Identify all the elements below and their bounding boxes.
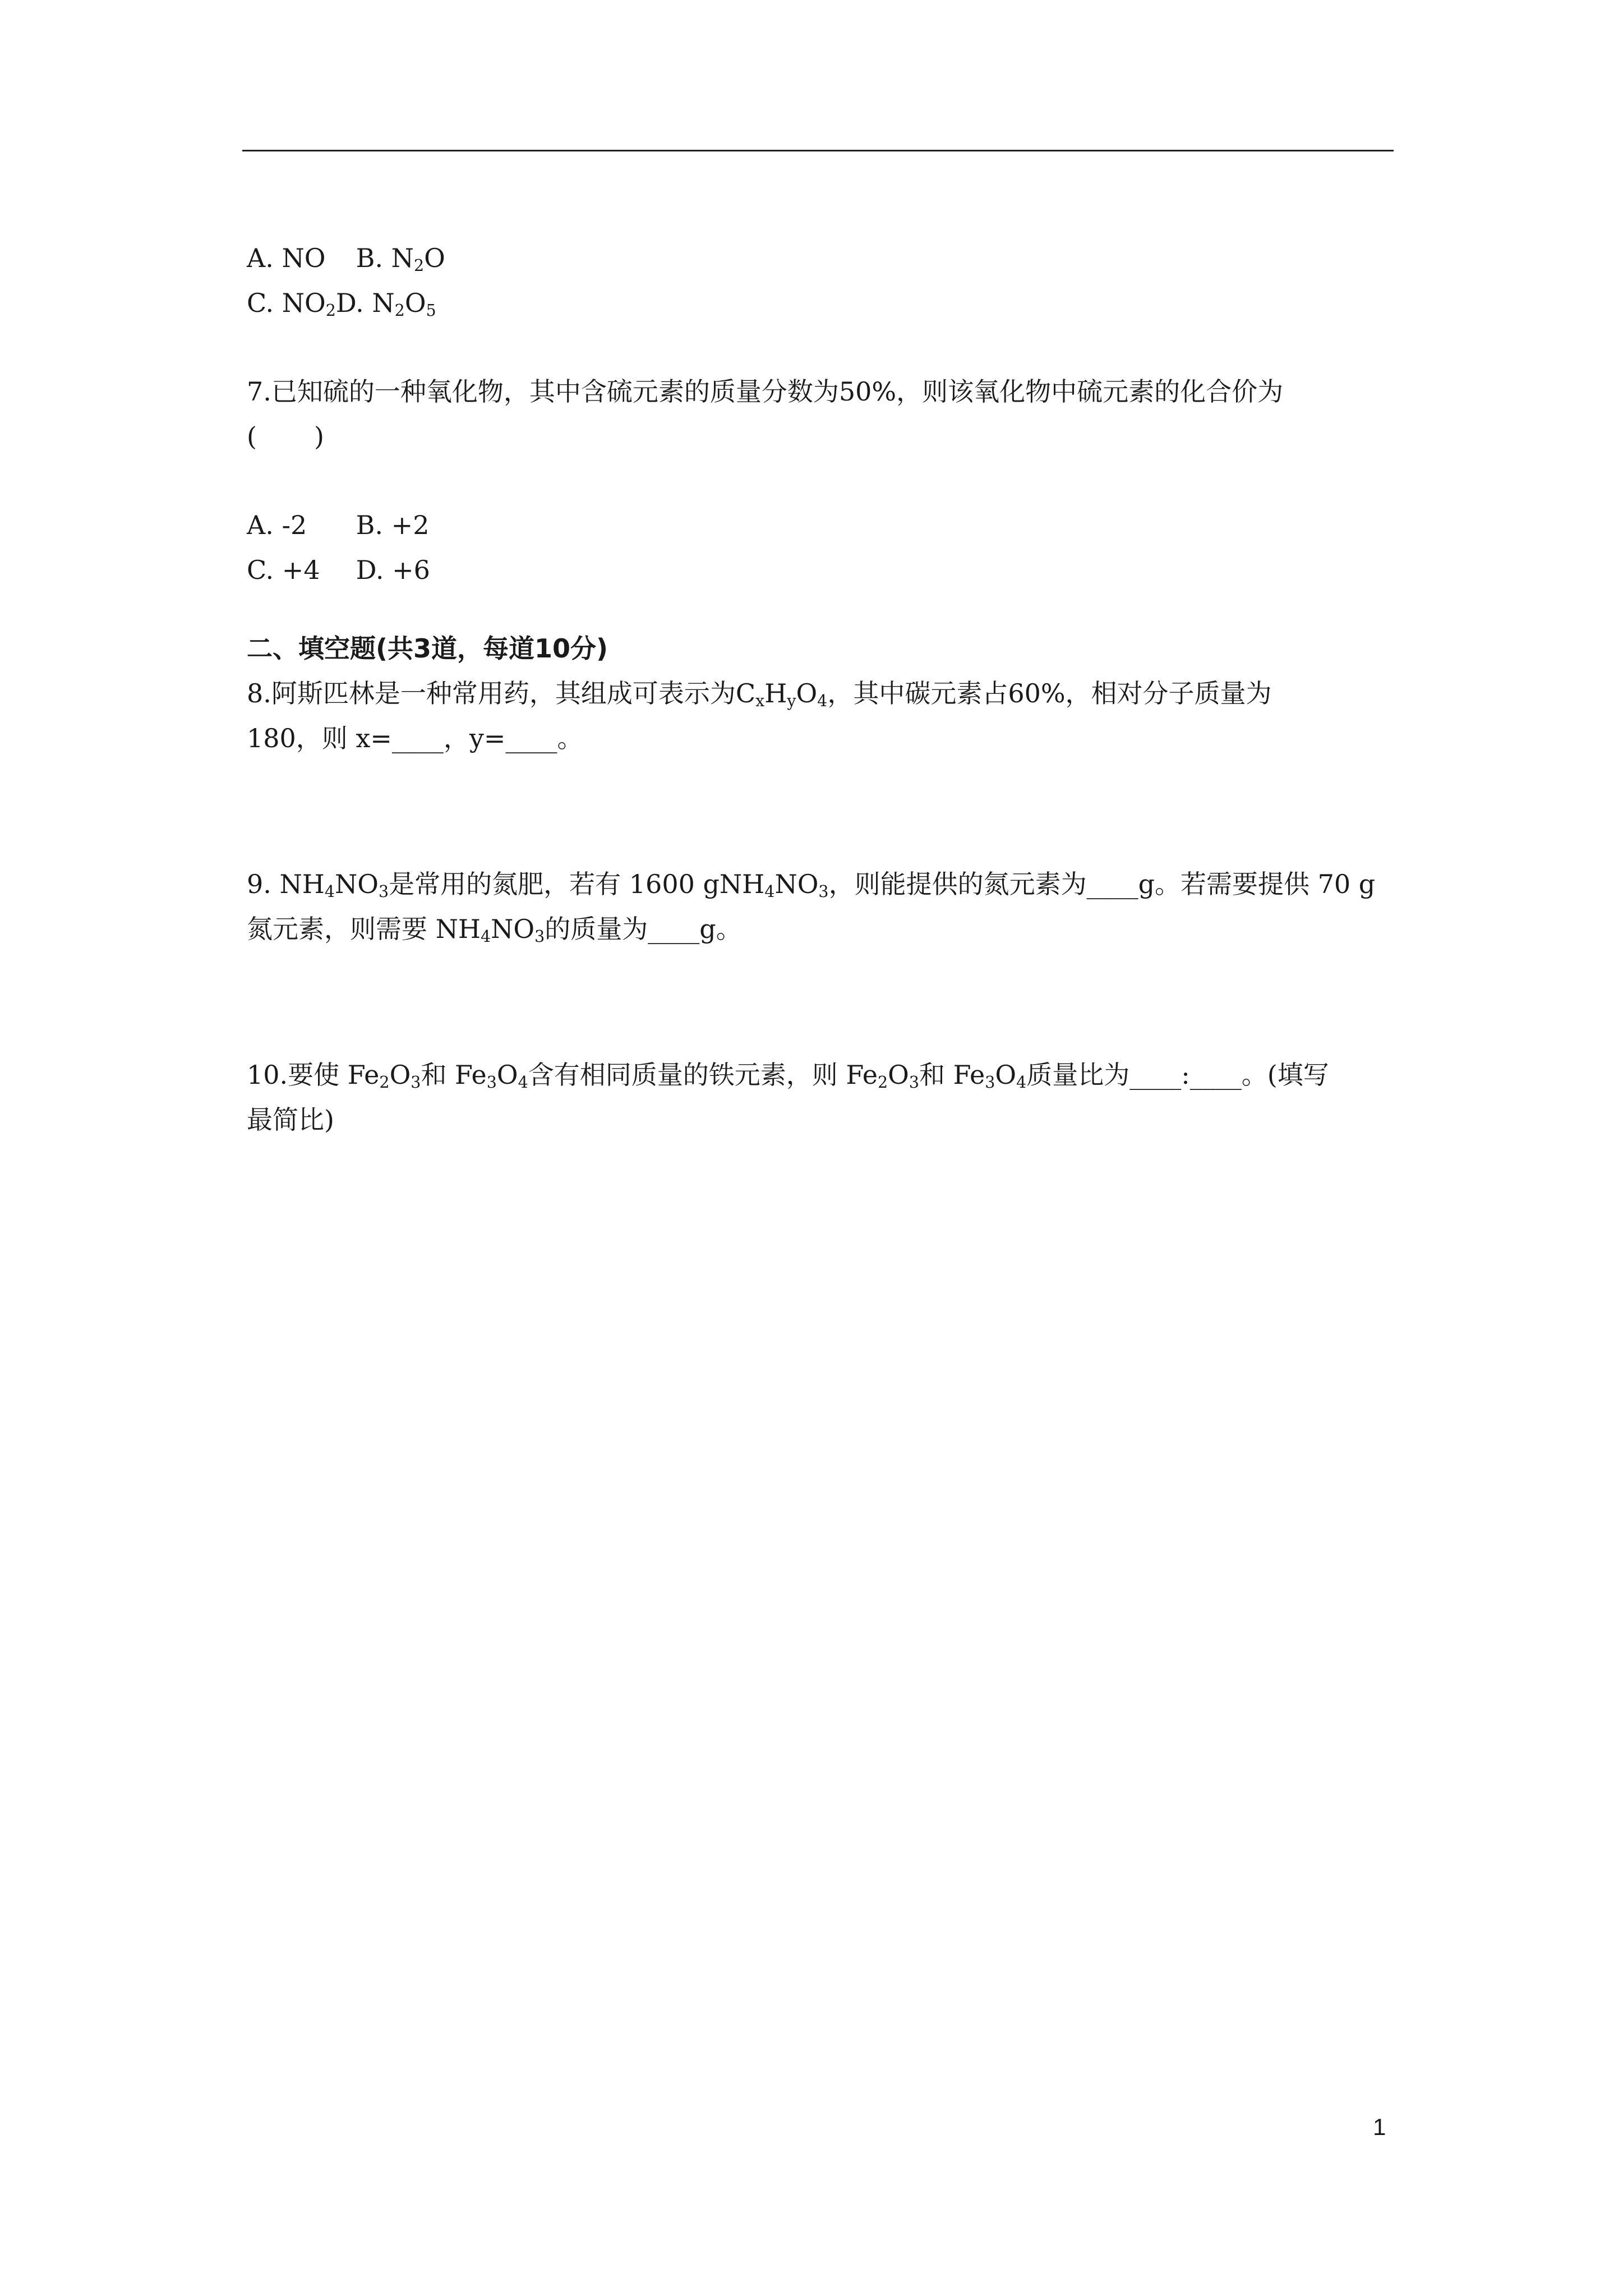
q7-option-c: C. +4 [247,555,320,585]
q7-options-row-1 [247,503,1394,547]
q9-stem-line-1: 9. $NH_4NO_3$是常用的氮肥，若有 1600 $gNH_4NO_3$，则能提供的氮元素为____g。若需要提供 70 g [247,869,1376,901]
section-heading-fill-in: 二、填空题(共3道，每道10分) [247,633,608,664]
q7-option-d: D. +6 [356,555,430,585]
q6-options-row-1 [247,236,1394,280]
q6-option-a: A. NO [247,243,326,273]
q6-option-c: C. $NO_2$ [247,288,336,320]
q8-stem-line-2: 180，则 x=____，y=____。 [247,723,583,753]
header-rule [242,150,1394,151]
q9-stem-line-2: 氮元素，则需要 $NH_4NO_3$的质量为____g。 [247,914,742,946]
q6-options-row-2 [247,280,1394,325]
document-body [247,236,1394,1142]
q10-stem-line-2: 最简比) [247,1105,334,1135]
q6-option-d: D. $N_2O_5$ [335,288,436,320]
q6-option-b: B. $N_2O$ [356,243,445,275]
q8-stem-line-1: 8.阿斯匹林是一种常用药，其组成可表示为$C_xH_yO_4$，其中碳元素占60%，相对分子质量为 [247,678,1272,711]
q7-option-a: A. -2 [247,510,307,540]
q7-option-b: B. +2 [356,510,430,540]
page-number: 1 [1373,2114,1386,2140]
q10-stem-line-1: 10.要使 $Fe_2O_3$和 $Fe_3O_4$含有相同质量的铁元素，则 $Fe_2O_3$和 $Fe_3O_4$质量比为____:____。(填写 [247,1060,1329,1092]
q7-answer-parens: ( ) [247,421,324,452]
q7-stem-line-1: 7.已知硫的一种氧化物，其中含硫元素的质量分数为50%，则该氧化物中硫元素的化合价为 [247,376,1284,407]
q7-options-row-2 [247,547,1394,592]
